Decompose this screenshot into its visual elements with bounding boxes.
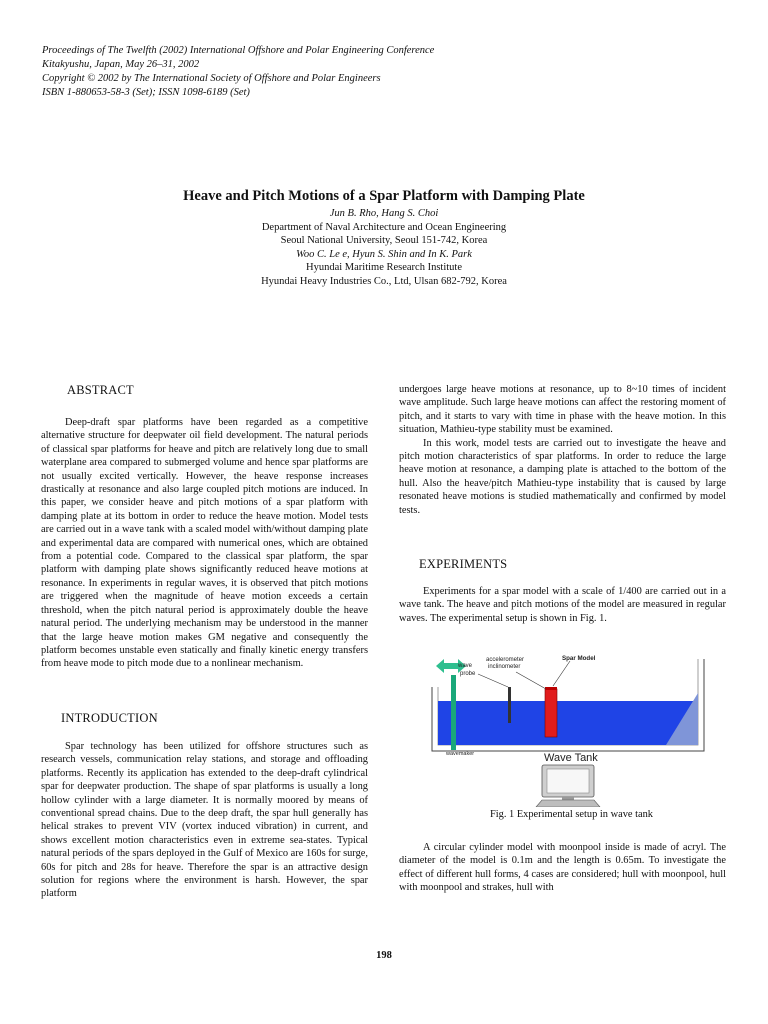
header-line-2: Kitakyushu, Japan, May 26–31, 2002: [42, 59, 200, 70]
affiliation-1b: Seoul National University, Seoul 151-742, Korea: [280, 235, 488, 246]
abstract-section: [41, 416, 368, 671]
experiments-heading: EXPERIMENTS: [419, 557, 508, 571]
introduction-heading: INTRODUCTION: [61, 711, 158, 725]
accelerometer-pointer-line: [516, 672, 546, 689]
paper-title: Heave and Pitch Motions of a Spar Platform with Damping Plate: [183, 188, 585, 204]
figure-1-drawing: [430, 651, 712, 807]
probe-pointer-line: [478, 674, 508, 687]
abstract-heading-wrap: [41, 383, 368, 398]
affiliation-1a: Department of Naval Architecture and Ocean Engineering: [261, 221, 507, 233]
affiliation-2b: Hyundai Heavy Industries Co., Ltd, Ulsan 682-792, Korea: [261, 275, 507, 287]
computer-monitor-icon: [536, 765, 600, 807]
model-section: [399, 841, 726, 895]
spar-pointer-line: [553, 661, 570, 686]
authors-group-1: Jun B. Rho, Hang S. Choi: [329, 208, 439, 219]
authors-group-2: Woo C. Le e, Hyun S. Shin and In K. Park: [296, 248, 472, 260]
header-line-4: ISBN 1-880653-58-3 (Set); ISSN 1098-6189 (Set): [42, 87, 250, 98]
header-line-1: Proceedings of The Twelfth (2002) International Offshore and Polar Engineering Conference: [42, 45, 435, 56]
label-wave: wave: [458, 663, 473, 669]
label-inclinometer: inclinometer: [488, 664, 521, 670]
header-line-3: Copyright © 2002 by The International Society of Offshore and Polar Engineers: [42, 73, 381, 84]
conference-header: [42, 44, 732, 100]
model-paragraph: A circular cylinder model with moonpool inside is made of acryl. The diameter of the model is 0.1m and the length is 0.65m. To investigate the effect of different hull forms, 4 cases are considered; hull with moonpool, hull with moonpool and strakes, hull with: [399, 842, 726, 894]
introduction-section: [41, 740, 368, 901]
title-block: [0, 187, 768, 288]
water-body: [438, 701, 698, 745]
label-probe: probe: [460, 671, 476, 677]
experiments-section: [399, 585, 726, 625]
label-accelerometer: accelerometer: [486, 657, 525, 663]
experiments-heading-wrap: [399, 557, 726, 572]
abstract-text: Deep-draft spar platforms have been regarded as a competitive alternative structure for deepwater oil field development. The natural periods of classical spar platforms for heave and pitch are relatively long due to small waterplane area compared to submerged volume and hence spar platforms are not usually excited vertically. However, the heave response increases drastically at resonance and also large coupled pitch motions are induced. In this paper, we consider heave and pitch motions of a spar platform with damping plate at its bottom in order to reduce the heave motion. Model tests are carried out in a wave tank with a scaled model with/without damping plate and experimental data are compared with numerical ones, which are obtained from a potential code. Compared to the classical spar platform, the spar platform with damping plate shows significantly reduced heave motions at resonance. In experiments in regular waves, it is observed that pitch motions are triggered when the magnitude of heave motion exceeds a certain threshold, when the pitch natural period is approximately double the heave natural period. The underlying mechanism may be understood in the manner that the large heave motion makes GM negative and consequently the platform becomes unstable even statically and finally kinetic energy transfers from heave mode to pitch mode due to a nonlinear mechanism.: [41, 417, 368, 670]
page-number: 198: [376, 950, 392, 961]
label-wave-tank: Wave Tank: [544, 752, 598, 764]
work-paragraph: In this work, model tests are carried out to investigate the heave and pitch motion characteristics of spar platforms. In order to reduce the large heave motion at resonance, a damping plate is attached to the bottom of the hull. Also the heave/pitch Mathieu-type instability that is caused by large resonated heave motions is studied mathematically and confirmed by model tests.: [399, 437, 726, 516]
affiliation-2a: Hyundai Maritime Research Institute: [306, 262, 462, 273]
introduction-text: Spar technology has been utilized for offshore structures such as research vessels, communication relay stations, and storage and offloading platforms. Recently its application has extended to the deep-draft cylindrical spar for deepwater production. The shape of spar platforms is usually a long hollow cylinder with a large diameter. It is normally moored by means of conventional spread chains. Due to the deep draft, the spar hull generally has helical strakes to prevent VIV (vortex induced vibration) in current, and shows excellent motion characteristics even in extreme sea-states. Typical natural periods of the spars deployed in the Gulf of Mexico are 160s for surge, 60s for pitch and 28s for heave. Therefore the spar is an attractive design solution for regions where the environment is harsh. However, the spar platform: [41, 741, 368, 900]
right-column-top: [399, 383, 726, 517]
spar-model: [545, 689, 557, 737]
introduction-heading-wrap: [41, 711, 368, 726]
label-wavemaker: wavemaker: [446, 751, 475, 757]
figure-1-caption: Fig. 1 Experimental setup in wave tank: [489, 809, 654, 820]
wave-probe-rod: [508, 687, 511, 723]
experiments-paragraph: Experiments for a spar model with a scale of 1/400 are carried out in a wave tank. The heave and pitch motions of the model are measured in regular waves. The experimental setup is shown in Fig. 1.: [399, 586, 726, 624]
abstract-heading: ABSTRACT: [67, 383, 134, 397]
label-spar-model: Spar Model: [562, 655, 596, 662]
continuation-paragraph: undergoes large heave motions at resonance, up to 8~10 times of incident wave amplitude. Such large heave motions can affect the restoring moment of pitch, and it starts to vary with time in phase with the heave motion. In this situation, Mathieu-type stability must be examined.: [399, 384, 726, 436]
figure-1-experimental-setup: [430, 651, 712, 807]
spar-top: [545, 687, 557, 690]
wavemaker-paddle: [451, 675, 456, 750]
